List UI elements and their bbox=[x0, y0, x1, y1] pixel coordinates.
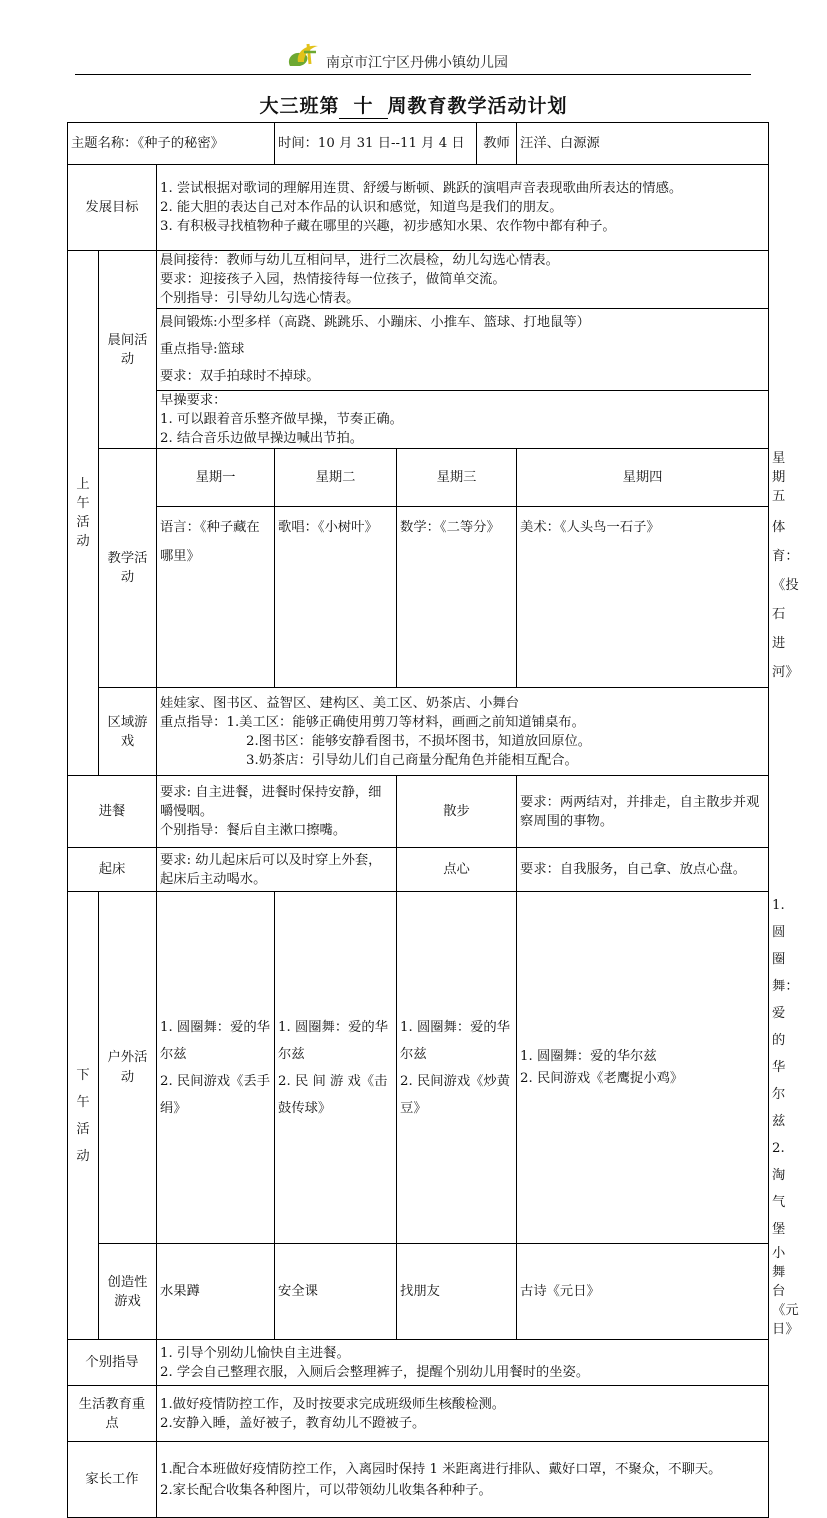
plan-table bbox=[67, 122, 799, 1518]
morning-row bbox=[68, 251, 769, 449]
outdoor-item: 2. 民间游戏《老鹰捉小鸡》 bbox=[520, 1070, 684, 1086]
outdoor-row: 下午活动 户外活动 1. 圆圈舞：爱的华尔兹 2. 民间游戏《丢手绢》 1. 圆圈舞：爱的华尔兹 2. 民 间 游 戏《击鼓传球》 1. 圆圈舞：爱的华尔兹 2. 民间游戏《炒黄豆》 1. 圆圈舞：爱的华尔兹 2. 民间游戏《老鹰捉小鸡》 1. 圆圈舞：爱的华尔兹 2. 淘气堡 bbox=[68, 892, 769, 1244]
life-edu-item: 2.安静入睡，盖好被子，教育幼儿不蹬被子。 bbox=[160, 1415, 426, 1431]
teacher-names: 汪洋、白源源 bbox=[517, 123, 769, 165]
individual-row bbox=[68, 1340, 769, 1386]
outdoor-item: 1. 圆圈舞：爱的华尔兹 bbox=[400, 1019, 511, 1062]
outdoor-item: 1. 圆圈舞：爱的华尔兹 bbox=[520, 1048, 657, 1064]
exercise-line: 晨间锻炼:小型多样（高跷、跳跳乐、小蹦床、小推车、篮球、打地鼠等） bbox=[160, 315, 590, 330]
goals-content bbox=[157, 165, 769, 251]
goal-item: 1. 尝试根据对歌词的理解用连贯、舒缓与断顿、跳跃的演唱声音表现歌曲所表达的情感。 bbox=[160, 181, 683, 196]
wakeup-content: 要求: 幼儿起床后可以及时穿上外套，起床后主动喝水。 bbox=[157, 848, 397, 892]
outdoor-mon bbox=[157, 892, 275, 1244]
life-edu-label: 生活教育重 点 bbox=[68, 1386, 157, 1442]
morning-section-label: 上午活动 bbox=[68, 251, 99, 776]
area-games-content bbox=[157, 688, 769, 776]
creative-row: 创造性游戏 水果蹲 安全课 找朋友 古诗《元日》 小舞台《元日》 bbox=[68, 1244, 769, 1340]
page-title bbox=[0, 91, 827, 119]
creative-mon: 水果蹲 bbox=[157, 1244, 275, 1340]
morning-content bbox=[157, 251, 769, 449]
snack-label: 点心 bbox=[397, 848, 517, 892]
title-prefix: 大三班第 bbox=[259, 95, 340, 117]
area-games-row bbox=[68, 688, 769, 776]
snack-content: 要求：自我服务，自己拿、放点心盘。 bbox=[517, 848, 769, 892]
drill-line: 早操要求： bbox=[160, 393, 227, 408]
outdoor-item: 2. 民间游戏《炒黄豆》 bbox=[400, 1073, 511, 1116]
meal-label: 进餐 bbox=[68, 776, 157, 848]
focus-line: 2.图书区：能够安静看图书，不损坏图书，知道放回原位。 bbox=[246, 733, 592, 749]
walk-label: 散步 bbox=[397, 776, 517, 848]
focus-line bbox=[160, 713, 765, 732]
meal-content bbox=[157, 776, 397, 848]
weekday-row: 教学活动 星期一 星期二 星期三 星期四 星期五 bbox=[68, 449, 769, 507]
outdoor-item: 2. 民间游戏《丢手绢》 bbox=[160, 1073, 270, 1116]
wakeup-row bbox=[68, 848, 769, 892]
header-divider bbox=[75, 74, 751, 75]
parents-item: 1.配合本班做好疫情防控工作，入离园时保持 1 米距离进行排队、戴好口罩，不聚众，不聊天。 bbox=[160, 1461, 722, 1477]
afternoon-section-label: 下午活动 bbox=[68, 892, 99, 1340]
walk-content: 要求：两两结对，并排走，自主散步并观察周围的事物。 bbox=[517, 776, 769, 848]
goal-item: 3. 有积极寻找植物种子藏在哪里的兴趣，初步感知水果、农作物中都有种子。 bbox=[160, 219, 616, 234]
teaching-thu: 美术：《人头鸟一石子》 bbox=[517, 507, 769, 688]
theme-cell: 主题名称：《种子的秘密》 bbox=[68, 123, 275, 165]
teaching-label: 教学活动 bbox=[99, 449, 157, 688]
individual-item: 2. 学会自己整理衣服，入厕后会整理裤子，提醒个别幼儿用餐时的坐姿。 bbox=[160, 1364, 590, 1380]
weekday-thu: 星期四 bbox=[517, 449, 769, 507]
drill-block bbox=[157, 390, 768, 448]
teaching-row: 语言：《种子藏在哪里》 歌唱：《小树叶》 数学：《二等分》 美术：《人头鸟一石子》 体育：《投石进河》 bbox=[68, 507, 769, 688]
meal-row bbox=[68, 776, 769, 848]
week-number: 十 bbox=[339, 91, 387, 119]
areas-list: 娃娃家、图书区、益智区、建构区、美工区、奶茶店、小舞台 bbox=[160, 695, 520, 711]
outdoor-item: 2. 民 间 游 戏《击鼓传球》 bbox=[278, 1073, 388, 1116]
weekday-wed: 星期三 bbox=[397, 449, 517, 507]
focus-line: 3.奶茶店：引导幼儿们自己商量分配角色并能相互配合。 bbox=[246, 752, 578, 768]
teacher-label: 教师 bbox=[477, 123, 517, 165]
page-header bbox=[0, 0, 827, 80]
goals-label: 发展目标 bbox=[68, 165, 157, 251]
exercise-line: 要求：双手拍球时不掉球。 bbox=[160, 369, 320, 384]
reception-line: 个别指导：引导幼儿勾选心情表。 bbox=[160, 291, 360, 306]
school-name: 南京市江宁区丹佛小镇幼儿园 bbox=[326, 55, 508, 71]
reception-line: 晨间接待：教师与幼儿互相问早，进行二次晨检，幼儿勾选心情表。 bbox=[160, 253, 559, 268]
parents-item: 2.家长配合收集各种图片，可以带领幼儿收集各种种子。 bbox=[160, 1482, 492, 1498]
weekday-mon: 星期一 bbox=[157, 449, 275, 507]
creative-tue: 安全课 bbox=[275, 1244, 397, 1340]
exercise-line: 重点指导:篮球 bbox=[160, 342, 245, 357]
goals-row bbox=[68, 165, 769, 251]
meal-line: 个别指导：餐后自主漱口擦嘴。 bbox=[160, 823, 347, 838]
meal-line: 要求: 自主进餐，进餐时保持安静，细嚼慢咽。 bbox=[160, 785, 382, 819]
outdoor-item: 1. 圆圈舞：爱的华尔兹 bbox=[278, 1019, 389, 1062]
weekday-tue: 星期二 bbox=[275, 449, 397, 507]
outdoor-label: 户外活动 bbox=[99, 892, 157, 1244]
parents-label: 家长工作 bbox=[68, 1442, 157, 1518]
outdoor-tue bbox=[275, 892, 397, 1244]
individual-label: 个别指导 bbox=[68, 1340, 157, 1386]
reception-line: 要求：迎接孩子入园，热情接待每一位孩子，做简单交流。 bbox=[160, 272, 506, 287]
area-games-label: 区域游戏 bbox=[99, 688, 157, 776]
outdoor-wed bbox=[397, 892, 517, 1244]
school-logo-icon bbox=[284, 40, 324, 72]
drill-line: 2. 结合音乐边做早操边喊出节拍。 bbox=[160, 431, 364, 446]
individual-content bbox=[157, 1340, 769, 1386]
drill-line: 1. 可以跟着音乐整齐做早操，节奏正确。 bbox=[160, 412, 403, 427]
creative-wed: 找朋友 bbox=[397, 1244, 517, 1340]
life-edu-row bbox=[68, 1386, 769, 1442]
wakeup-label: 起床 bbox=[68, 848, 157, 892]
creative-thu: 古诗《元日》 bbox=[517, 1244, 769, 1340]
creative-label: 创造性游戏 bbox=[99, 1244, 157, 1340]
reception-block bbox=[160, 251, 765, 308]
parents-row bbox=[68, 1442, 769, 1518]
individual-item: 1. 引导个别幼儿愉快自主进餐。 bbox=[160, 1345, 350, 1361]
parents-content bbox=[157, 1442, 769, 1518]
teaching-tue: 歌唱：《小树叶》 bbox=[275, 507, 397, 688]
goal-item: 2. 能大胆的表达自己对本作品的认识和感觉，知道鸟是我们的朋友。 bbox=[160, 200, 563, 215]
teaching-wed: 数学：《二等分》 bbox=[397, 507, 517, 688]
life-edu-item: 1.做好疫情防控工作，及时按要求完成班级师生核酸检测。 bbox=[160, 1396, 506, 1412]
focus-prefix: 重点指导： bbox=[160, 714, 227, 730]
title-suffix: 周教育教学活动计划 bbox=[387, 95, 568, 117]
time-cell: 时间：10 月 31 日--11 月 4 日 bbox=[275, 123, 477, 165]
morning-sub-label: 晨间活动 bbox=[99, 251, 157, 449]
outdoor-thu bbox=[517, 892, 769, 1244]
outdoor-item: 1. 圆圈舞：爱的华尔兹 bbox=[160, 1019, 270, 1062]
life-edu-content bbox=[157, 1386, 769, 1442]
teaching-mon: 语言：《种子藏在哪里》 bbox=[157, 507, 275, 688]
theme-row bbox=[68, 123, 769, 165]
exercise-block bbox=[157, 308, 768, 390]
focus-item: 1.美工区：能够正确使用剪刀等材料，画画之前知道铺桌布。 bbox=[226, 714, 585, 730]
